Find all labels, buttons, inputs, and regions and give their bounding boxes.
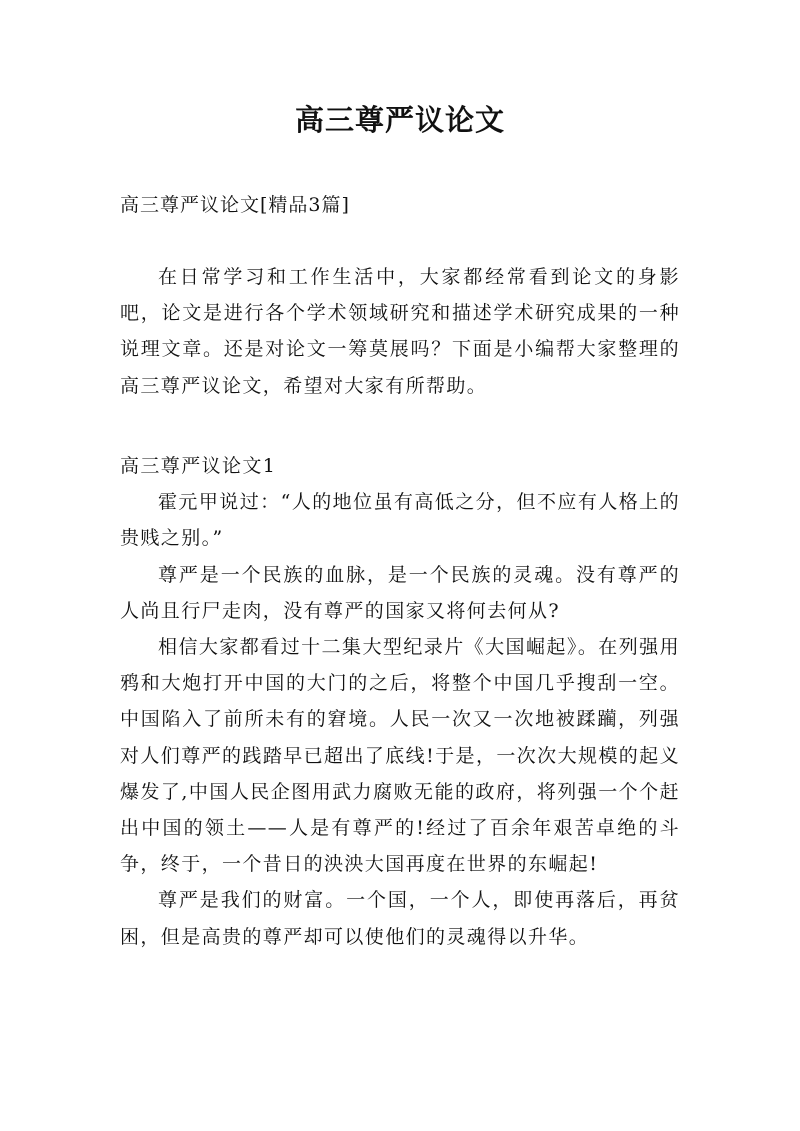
essay-1-paragraph: 尊严是一个民族的血脉，是一个民族的灵魂。没有尊严的人尚且行尸走肉，没有尊严的国家又将何去何从?	[120, 563, 680, 622]
essay-1-section	[120, 448, 680, 955]
intro-section	[120, 259, 680, 404]
essay-1-paragraph: 相信大家都看过十二集大型纪录片《大国崛起》。在列强用鸦和大炮打开中国的大门的之后，将整个中国几乎搜刮一空。中国陷入了前所未有的窘境。人民一次又一次地被蹂躏，列强对人们尊严的践踏早已超出了底线!于是，一次次大规模的起义爆发了,中国人民企图用武力腐败无能的政府，将列强一个个赶出中国的领土——人是有尊严的!经过了百余年艰苦卓绝的斗争，终于，一个昔日的泱泱大国再度在世界的东崛起!	[120, 636, 680, 876]
essay-1-heading: 高三尊严议论文1	[120, 455, 277, 477]
document-subtitle: 高三尊严议论文[精品3篇]	[120, 194, 350, 216]
document-title: 高三尊严议论文	[294, 103, 505, 137]
essay-1-paragraph: 霍元甲说过：“人的地位虽有高低之分，但不应有人格上的贵贱之别。”	[120, 491, 680, 550]
essay-1-paragraph: 尊严是我们的财富。一个国，一个人，即使再落后，再贫困，但是高贵的尊严却可以使他们的灵魂得以升华。	[120, 889, 680, 948]
intro-paragraph: 在日常学习和工作生活中，大家都经常看到论文的身影吧，论文是进行各个学术领域研究和描述学术研究成果的一种说理文章。还是对论文一筹莫展吗？下面是小编帮大家整理的高三尊严议论文，希望对大家有所帮助。	[120, 266, 680, 397]
